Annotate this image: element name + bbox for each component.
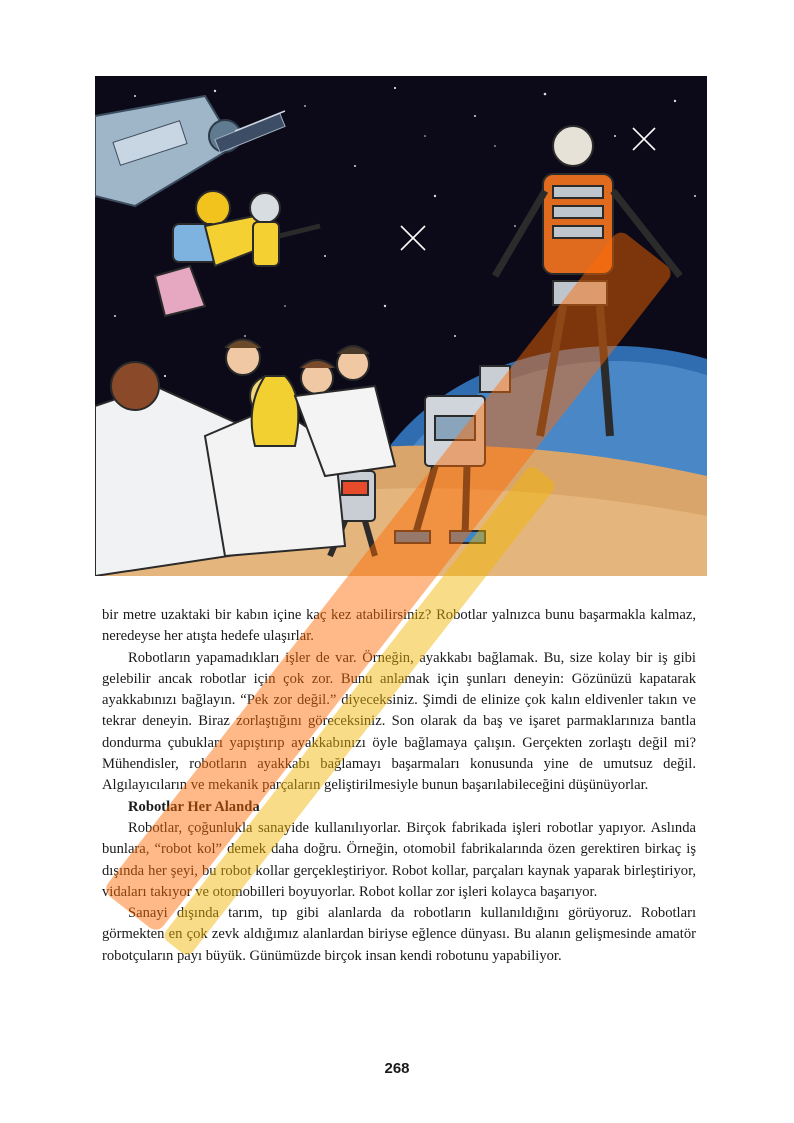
paragraph-industry: Robotlar, çoğunlukla sanayide kullanılıyorlar. Birçok fabrikada işleri robotlar yapıyor. Aslında bunlara, “robot kol” demek daha doğru. Örneğin, otomobil fabrikalarında özen gerektiren birkaç iş dışında her şeyi, bu robot kollar gerçekleştiriyor. Robot kollar, parçaları kaynak yaparak birleştiriyor, vidaları takıyor ve otomobilleri boyuyorlar. Robot kollar zor işleri kolayca başarıyor. (102, 819, 696, 900)
article-body (102, 605, 696, 967)
paragraph-continuation: bir metre uzaktaki bir kabın içine kaç kez atabilirsiniz? Robotlar yalnızca bunu başarmakla kalmaz, neredeyse her atışta hedefe ulaşırlar. (102, 607, 696, 645)
section-heading: Robotlar Her Alanda (128, 798, 260, 815)
paragraph-shoelace: Robotların yapamadıkları işler de var. Örneğin, ayakkabı bağlamak. Bu, size kolay bir iş gibi gelebilir ancak robotlar için çok zor. Bunu anlamak için şunları deneyin: Gözünüzü kapatarak ayakkabınızı bağlayın. “Pek zor değil.” diyeceksiniz. Şimdi de elinize çok kalın eldivenler takın ve tekrar deneyin. Biraz zorlaştığını göreceksiniz. Son olarak da baş ve işaret parmaklarınıza bantla dondurma çubukları yapıştırıp ayakkabınızı öyle bağlamaya çalışın. Gerçekten zorlaştı değil mi? Mühendisler, robotların ayakkabı bağlamayı başarmaları konusunda yine de umutsuz değil. Algılayıcıların ve mekanik parçaların geliştirilmesiyle bunun başarılabileceğini düşünüyorlar. (102, 649, 696, 794)
space-robots-illustration (95, 76, 707, 576)
page-number: 268 (384, 1060, 410, 1077)
paragraph-other-fields: Sanayi dışında tarım, tıp gibi alanlarda da robotların kullanıldığını görüyoruz. Robotları görmekten en çok zevk aldığımız alanlardan biriyse eğlence dünyası. Bu alanın gelişmesinde amatör robotçuların payı büyük. Günümüzde birçok insan kendi robotunu yapabiliyor. (102, 905, 696, 964)
